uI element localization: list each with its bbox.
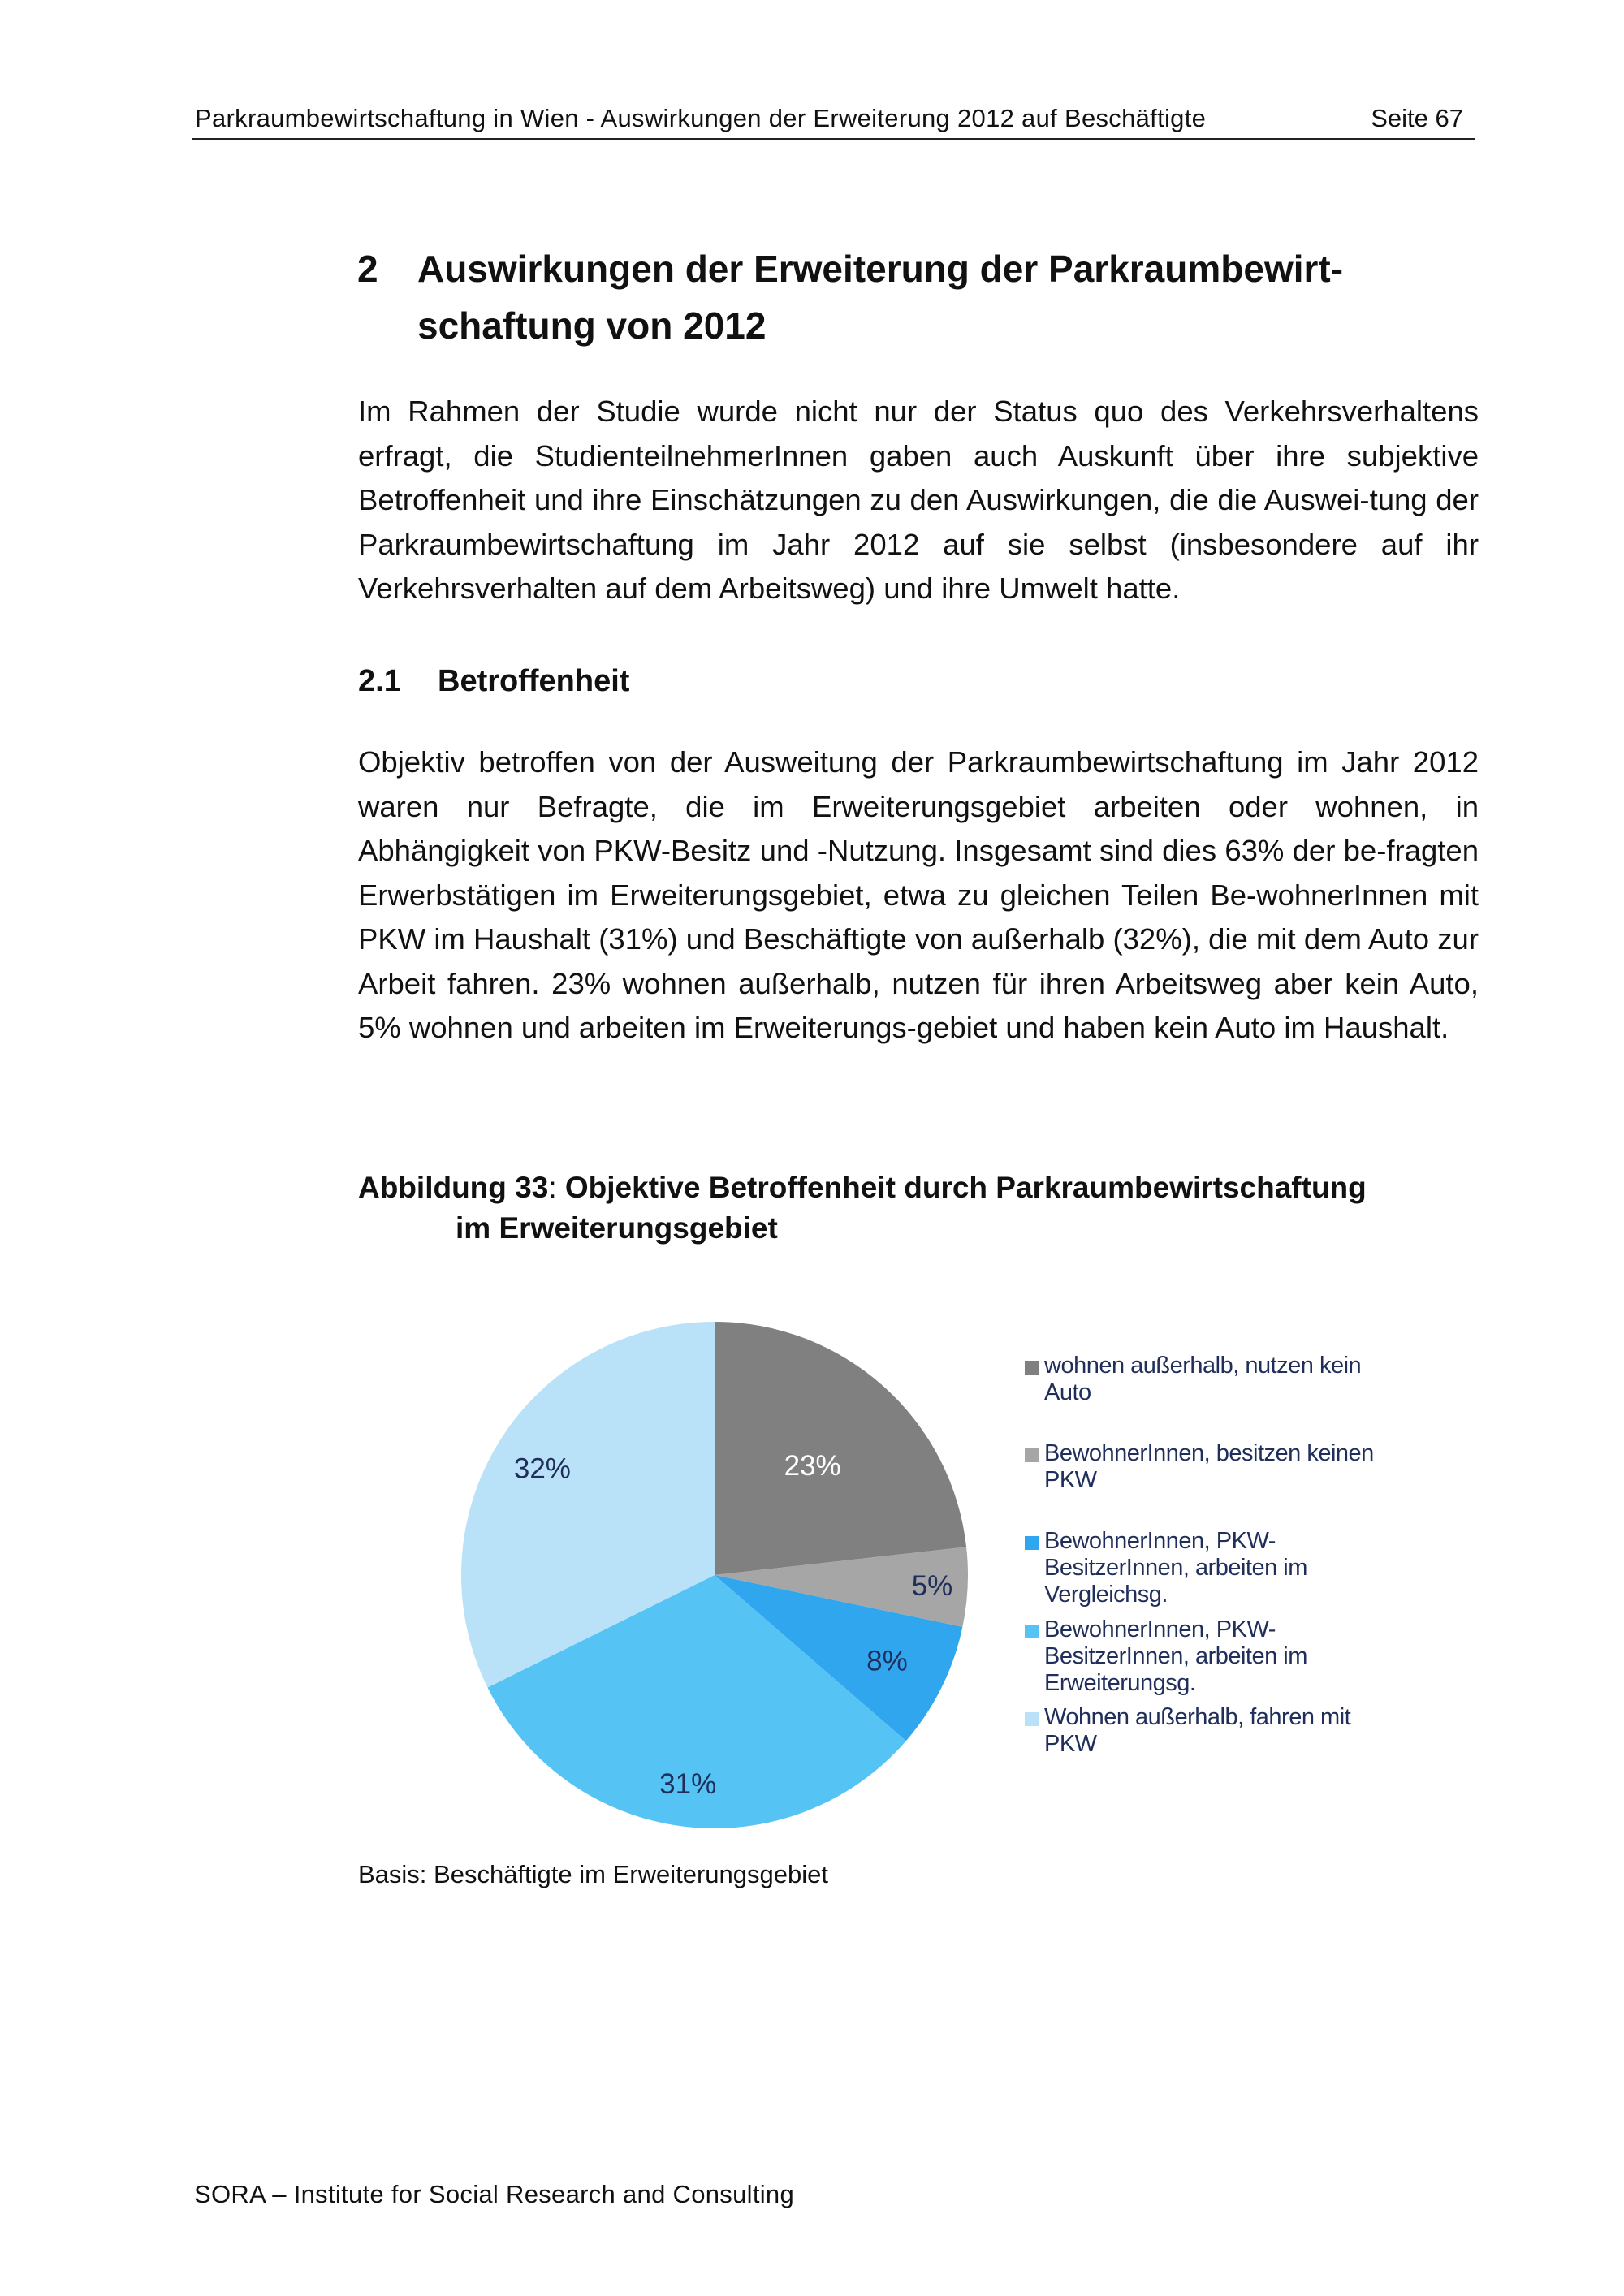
legend-label: Wohnen außerhalb, fahren mit PKW xyxy=(1044,1704,1351,1757)
figure-separator: : xyxy=(548,1171,557,1204)
page-number: Seite 67 xyxy=(1371,104,1463,132)
pie-data-label: 31% xyxy=(659,1767,717,1800)
legend-item xyxy=(1020,1353,1402,1406)
legend-label: BewohnerInnen, besitzen keinen PKW xyxy=(1044,1440,1374,1493)
pie-data-label: 8% xyxy=(866,1645,908,1677)
legend-swatch xyxy=(1025,1361,1039,1375)
legend-label: BewohnerInnen, PKW-BesitzerInnen, arbeiten im Erweiterungsg. xyxy=(1044,1616,1307,1696)
pie-data-label: 23% xyxy=(784,1450,841,1482)
figure-title-line1: Objektive Betroffenheit durch Parkraumbewirtschaftung xyxy=(564,1171,1367,1204)
running-header xyxy=(192,101,1475,140)
subsection-title: Betroffenheit xyxy=(438,664,630,698)
figure-caption xyxy=(358,1167,1479,1249)
pie-slice xyxy=(715,1322,966,1575)
legend-label: BewohnerInnen, PKW-BesitzerInnen, arbeiten im Vergleichsg. xyxy=(1044,1528,1307,1608)
legend-item xyxy=(1020,1440,1402,1494)
figure-basis: Basis: Beschäftigte im Erweiterungsgebiet xyxy=(358,1860,828,1888)
legend-item xyxy=(1020,1616,1402,1697)
body-paragraph xyxy=(358,740,1479,1051)
legend-item xyxy=(1020,1704,1402,1758)
legend-swatch xyxy=(1025,1712,1039,1726)
legend-swatch xyxy=(1025,1448,1039,1462)
legend-label: wohnen außerhalb, nutzen kein Auto xyxy=(1044,1353,1362,1405)
figure-label: Abbildung 33 xyxy=(358,1171,549,1204)
pie-data-label: 5% xyxy=(911,1569,953,1602)
pie-data-label: 32% xyxy=(513,1452,571,1485)
intro-paragraph xyxy=(358,390,1479,611)
legend-swatch xyxy=(1025,1536,1039,1550)
header-title: Parkraumbewirtschaftung in Wien - Auswirkungen der Erweiterung 2012 auf Beschäftigte xyxy=(195,104,1207,132)
body-text: Objektiv betroffen von der Ausweitung der Parkraumbewirtschaftung im Jahr 2012 waren nur Befragte, die im Erweiterungsgebiet arbeiten oder wohnen, in Abhängigkeit von PKW-Besitz und -Nutzung. Insgesamt sind dies 63% der be-fragten Erwerbstätigen im Erweiterungsgebiet, etwa zu gleichen Teilen Be-wohnerInnen mit PKW im Haushalt (31%) und Beschäftigte von außerhalb (32%), die mit dem Auto zur Arbeit fahren. 23% wohnen außerhalb, nutzen für ihren Arbeitsweg aber kein Auto, 5% wohnen und arbeiten im Erweiterungs-gebiet und haben kein Auto im Haushalt. xyxy=(358,745,1479,1044)
legend-item xyxy=(1020,1528,1402,1608)
subsection-number: 2.1 xyxy=(358,664,401,698)
legend-swatch xyxy=(1025,1625,1039,1638)
section-number: 2 xyxy=(357,248,378,290)
figure-title-line2: im Erweiterungsgebiet xyxy=(456,1211,778,1245)
section-title: Auswirkungen der Erweiterung der Parkraumbewirt-schaftung von 2012 xyxy=(417,248,1344,347)
page-footer: SORA – Institute for Social Research and Consulting xyxy=(194,2180,795,2208)
intro-text: Im Rahmen der Studie wurde nicht nur der Status quo des Verkehrsverhaltens erfragt, die StudienteilnehmerInnen gaben auch Auskunft über ihre subjektive Betroffenheit und ihre Einschätzungen zu den Auswirkungen, die die Auswei-tung der Parkraumbewirtschaftung im Jahr 2012 auf sie selbst (insbesondere auf ihr Verkehrsverhalten auf dem Arbeitsweg) und ihre Umwelt hatte. xyxy=(358,395,1479,605)
